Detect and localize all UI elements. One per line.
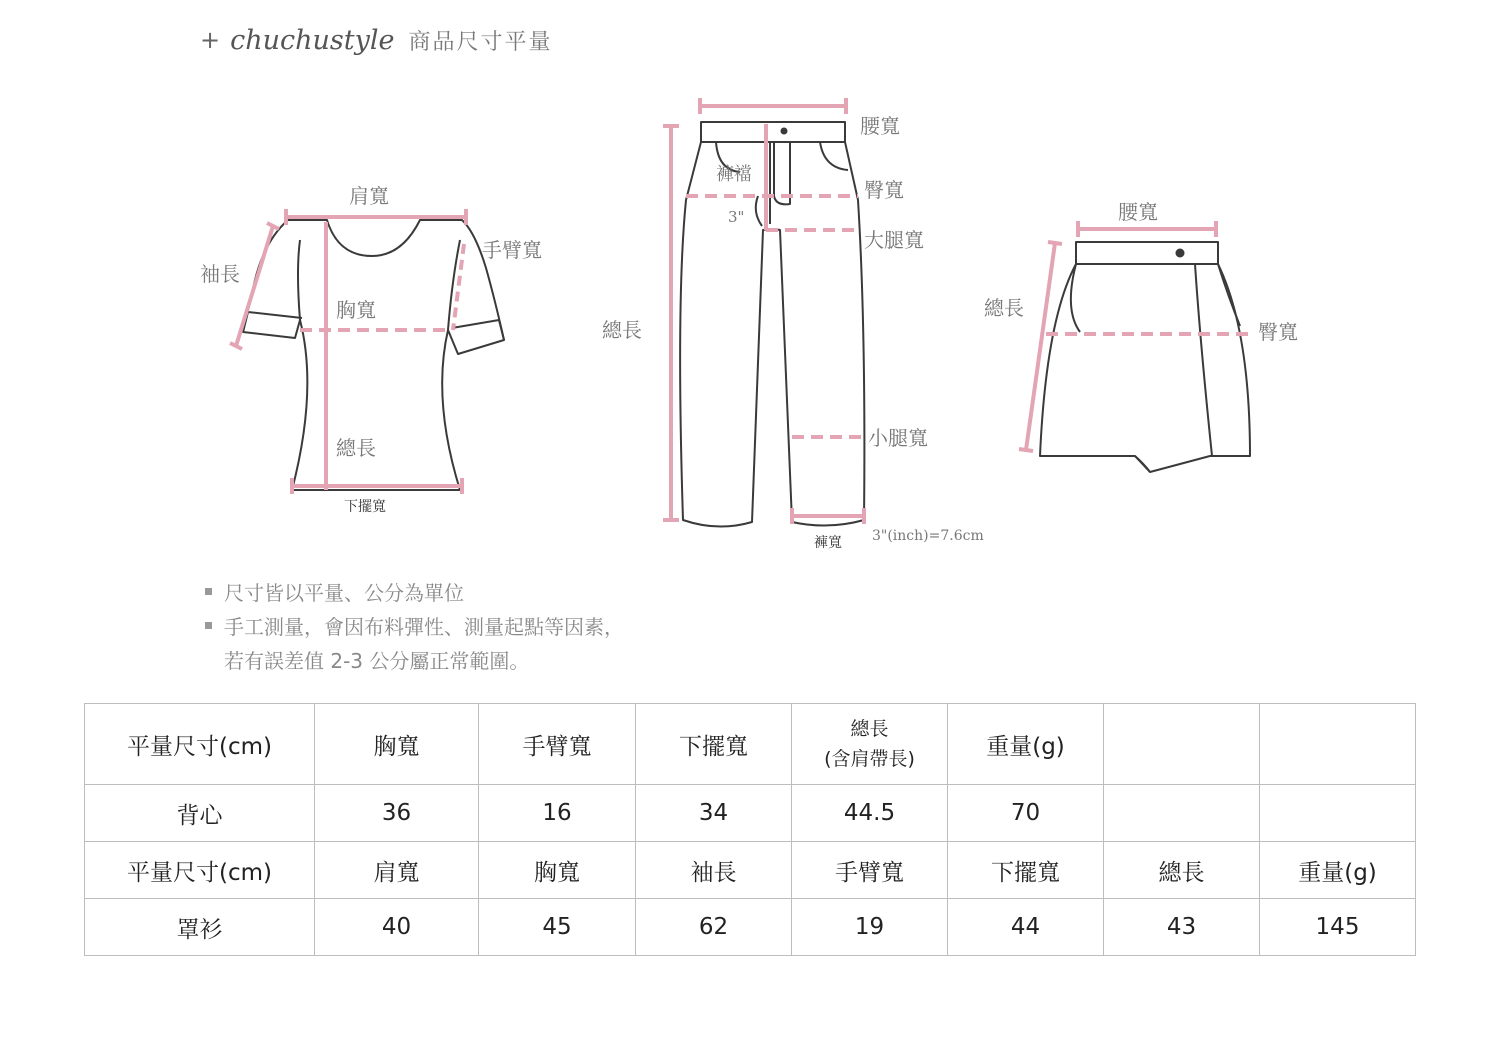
table-cell: 胸寬 <box>315 704 479 785</box>
table-cell: 手臂寬 <box>792 842 948 899</box>
table-cell: 平量尺寸(cm) <box>85 704 315 785</box>
table-cell: 19 <box>792 899 948 956</box>
table-cell: 總長 (含肩帶長) <box>792 704 948 785</box>
table-row <box>85 704 1416 785</box>
table-cell: 重量(g) <box>948 704 1104 785</box>
top-hem-label: 下擺寬 <box>344 499 386 515</box>
table-cell: 43 <box>1104 899 1260 956</box>
table-cell: 下擺寬 <box>948 842 1104 899</box>
pants-calf-label: 小腿寬 <box>868 426 928 450</box>
size-table <box>84 703 1416 956</box>
pants-outline <box>680 122 864 527</box>
table-cell: 重量(g) <box>1260 842 1416 899</box>
table-cell <box>1260 704 1416 785</box>
table-cell: 背心 <box>85 785 315 842</box>
table-cell: 下擺寬 <box>636 704 792 785</box>
top-arm-label: 手臂寬 <box>482 238 542 262</box>
top-length-label: 總長 <box>336 436 376 460</box>
pants-hip-label: 臀寬 <box>864 178 904 202</box>
pants-rise-label: 褲襠 <box>716 164 752 185</box>
table-cell: 袖長 <box>636 842 792 899</box>
note-item: 手工測量，會因布料彈性、測量起點等因素， <box>205 610 624 644</box>
pants-thigh-label: 大腿寬 <box>864 228 924 252</box>
table-cell <box>1260 785 1416 842</box>
measurement-notes <box>205 576 624 678</box>
table-cell: 16 <box>479 785 636 842</box>
skirt-hip-label: 臀寬 <box>1258 320 1298 344</box>
pants-leg-label: 褲寬 <box>814 535 842 551</box>
table-cell <box>1104 704 1260 785</box>
pants-waist-label: 腰寬 <box>860 114 900 138</box>
pants-length-label: 總長 <box>602 318 642 342</box>
inch-conversion-note: 3"(inch)=7.6cm <box>872 528 984 544</box>
skirt-length-label: 總長 <box>984 296 1024 320</box>
pants-rise-inch-label: 3" <box>728 208 745 226</box>
table-cell: 肩寬 <box>315 842 479 899</box>
plus-icon: + <box>200 26 221 54</box>
table-cell: 手臂寬 <box>479 704 636 785</box>
bullet-icon <box>205 588 212 595</box>
bullet-icon <box>205 622 212 629</box>
table-cell: 34 <box>636 785 792 842</box>
table-cell: 44.5 <box>792 785 948 842</box>
table-cell: 罩衫 <box>85 899 315 956</box>
table-cell: 44 <box>948 899 1104 956</box>
note-item: 若有誤差值 2-3 公分屬正常範圍。 <box>224 649 530 673</box>
table-cell: 45 <box>479 899 636 956</box>
brand-logo: chuchustyle <box>230 24 395 56</box>
pants-measure-lines <box>663 98 864 524</box>
table-cell <box>1104 785 1260 842</box>
skirt-waist-label: 腰寬 <box>1118 200 1158 224</box>
table-row <box>85 899 1416 956</box>
page-title: 商品尺寸平量 <box>408 29 553 55</box>
table-cell: 36 <box>315 785 479 842</box>
table-cell: 62 <box>636 899 792 956</box>
table-row <box>85 842 1416 899</box>
top-sleeve-label: 袖長 <box>200 262 240 286</box>
table-cell: 胸寬 <box>479 842 636 899</box>
table-cell: 70 <box>948 785 1104 842</box>
skirt-measure-lines <box>1019 221 1248 451</box>
top-shoulder-label: 肩寬 <box>349 184 389 208</box>
note-item: 尺寸皆以平量、公分為單位 <box>205 576 624 610</box>
skirt-outline <box>1040 242 1250 472</box>
table-cell: 40 <box>315 899 479 956</box>
top-chest-label: 胸寬 <box>336 298 376 322</box>
table-cell: 總長 <box>1104 842 1260 899</box>
table-row <box>85 785 1416 842</box>
table-cell: 平量尺寸(cm) <box>85 842 315 899</box>
table-cell: 145 <box>1260 899 1416 956</box>
